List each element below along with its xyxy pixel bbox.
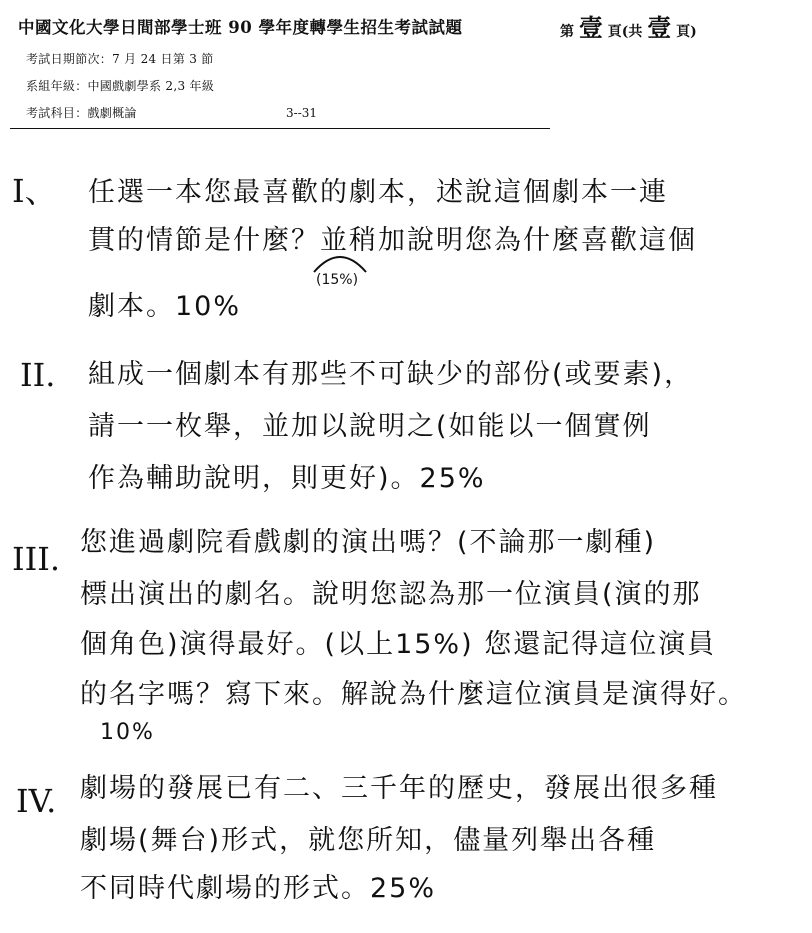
question-4-numeral: IV. xyxy=(16,782,57,820)
page-label-suffix: 頁) xyxy=(676,24,697,40)
question-4-line-3: 不同時代劇場的形式。25% xyxy=(80,873,437,904)
question-1-line-2: 貫的情節是什麼？並稍加說明您為什麼喜歡這個 xyxy=(88,225,697,256)
exam-code: 3--31 xyxy=(286,106,318,120)
exam-title: 中國文化大學日間部學士班 90 學年度轉學生招生考試試題 xyxy=(18,18,463,37)
page-total: 壹 xyxy=(647,13,672,42)
question-1-insert-note: (15%) xyxy=(316,272,359,288)
question-4-line-2: 劇場(舞台)形式，就您所知，儘量列舉出各種 xyxy=(80,825,657,856)
subject: 考試科目：戲劇概論 xyxy=(26,106,137,120)
page-label-prefix: 第 xyxy=(560,24,574,40)
insertion-caret xyxy=(310,246,370,274)
header-divider xyxy=(10,128,550,129)
question-3-line-2: 標出演出的劇名。說明您認為那一位演員(演的那 xyxy=(80,579,702,610)
question-3-line-4: 的名字嗎？寫下來。解說為什麼這位演員是演得好。 xyxy=(80,679,747,710)
question-4-line-1: 劇場的發展已有二、三千年的歷史，發展出很多種 xyxy=(80,773,718,804)
page-label-mid: 頁(共 xyxy=(607,24,643,40)
question-2-line-2: 請一一枚舉，並加以說明之(如能以一個實例 xyxy=(88,411,652,442)
page-number: 壹 xyxy=(578,13,603,42)
question-3-line-5: 10% xyxy=(100,720,155,745)
question-3-numeral: III. xyxy=(12,540,61,578)
question-2-line-3: 作為輔助說明，則更好)。25% xyxy=(88,463,486,494)
department: 系組年級：中國戲劇學系 2,3 年級 xyxy=(26,79,215,93)
question-2-line-1: 組成一個劇本有那些不可缺少的部份(或要素)， xyxy=(88,359,694,390)
question-3-line-1: 您進過劇院看戲劇的演出嗎？(不論那一劇種) xyxy=(80,527,657,558)
page-indicator xyxy=(560,8,697,43)
question-1-line-1: 任選一本您最喜歡的劇本，述說這個劇本一連 xyxy=(88,177,668,208)
question-2-numeral: II. xyxy=(20,356,56,394)
question-1-numeral: I、 xyxy=(12,172,57,210)
question-1-line-3: 劇本。10% xyxy=(88,291,242,322)
exam-date: 考試日期節次：7 月 24 日第 3 節 xyxy=(26,52,214,66)
question-3-line-3: 個角色)演得最好。(以上15%) 您還記得這位演員 xyxy=(80,629,717,660)
